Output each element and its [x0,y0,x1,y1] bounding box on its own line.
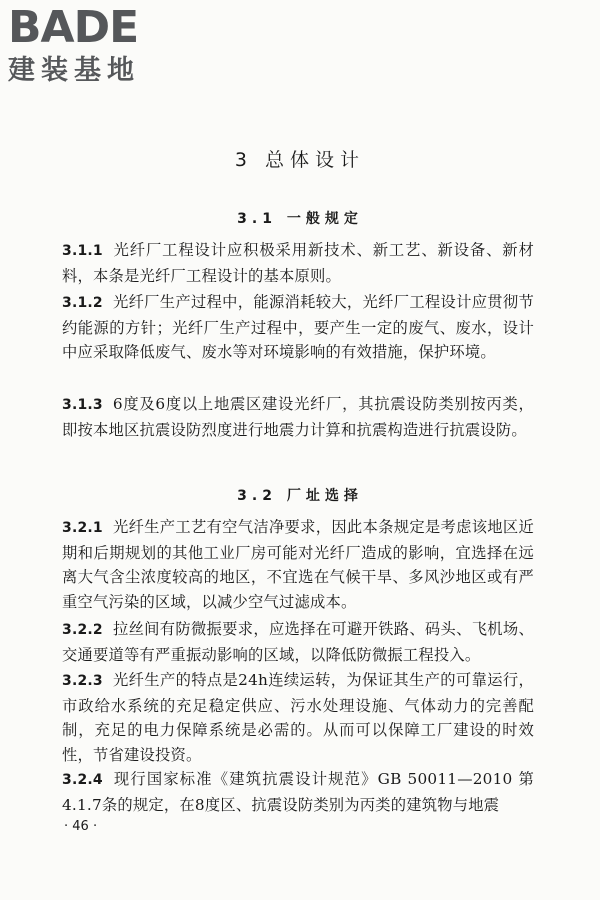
logo [8,4,178,88]
clause-paragraph [62,515,534,614]
clause-text: 光纤生产工艺有空气洁净要求，因此本条规定是考虑该地区近期和后期规划的其他工业厂房可能对光纤厂造成的影响，宜选择在远离大气含尘浓度较高的地区，不宜选在气候干旱、多风沙地区或有严重空气污染的区域，以减少空气过滤成本。 [62,518,534,611]
clause-text: 光纤厂生产过程中，能源消耗较大，光纤厂工程设计应贯彻节约能源的方针；光纤厂生产过程中，要产生一定的废气、废水，设计中应采取降低废气、废水等对环境影响的有效措施，保护环境。 [62,293,534,361]
clause-paragraph [62,767,534,817]
clause-paragraph [62,668,534,767]
section-title: 3.1 一般规定 [237,211,363,227]
logo-mark: BADE [8,2,139,53]
clause-paragraph [62,290,534,365]
clause-number: 3.1.1 [62,243,103,259]
clause-paragraph [62,392,534,442]
clause-number: 3.1.3 [62,397,103,413]
clause-text: 现行国家标准《建筑抗震设计规范》GB 50011—2010 第4.1.7条的规定，在8度区、抗震设防类别为丙类的建筑物与地震 [62,770,534,814]
clause-text: 拉丝间有防微振要求，应选择在可避开铁路、码头、飞机场、交通要道等有严重振动影响的区域，以降低防微振工程投入。 [62,620,534,664]
clause-paragraph [62,238,534,288]
clause-number: 3.2.2 [62,622,103,638]
clause-number: 3.2.1 [62,520,103,536]
page-number: · 46 · [64,819,98,834]
clause-text: 光纤厂工程设计应积极采用新技术、新工艺、新设备、新材料，本条是光纤厂工程设计的基本原则。 [62,241,534,285]
section-title: 3.2 厂址选择 [237,488,363,504]
clause-number: 3.2.4 [62,772,103,788]
clause-text: 6度及6度以上地震区建设光纤厂，其抗震设防类别按丙类，即按本地区抗震设防烈度进行地震力计算和抗震构造进行抗震设防。 [62,395,534,439]
clause-text: 光纤生产的特点是24h连续运转，为保证其生产的可靠运行，市政给水系统的充足稳定供应、污水处理设施、气体动力的完善配制，充足的电力保障系统是必需的。从而可以保障工厂建设的时效性，节省建设投资。 [62,671,534,764]
clause-number: 3.2.3 [62,673,103,689]
clause-paragraph [62,617,534,667]
chapter-title: 3 总体设计 [234,149,366,171]
logo-subtitle: 建装基地 [8,55,140,86]
clause-number: 3.1.2 [62,295,103,311]
